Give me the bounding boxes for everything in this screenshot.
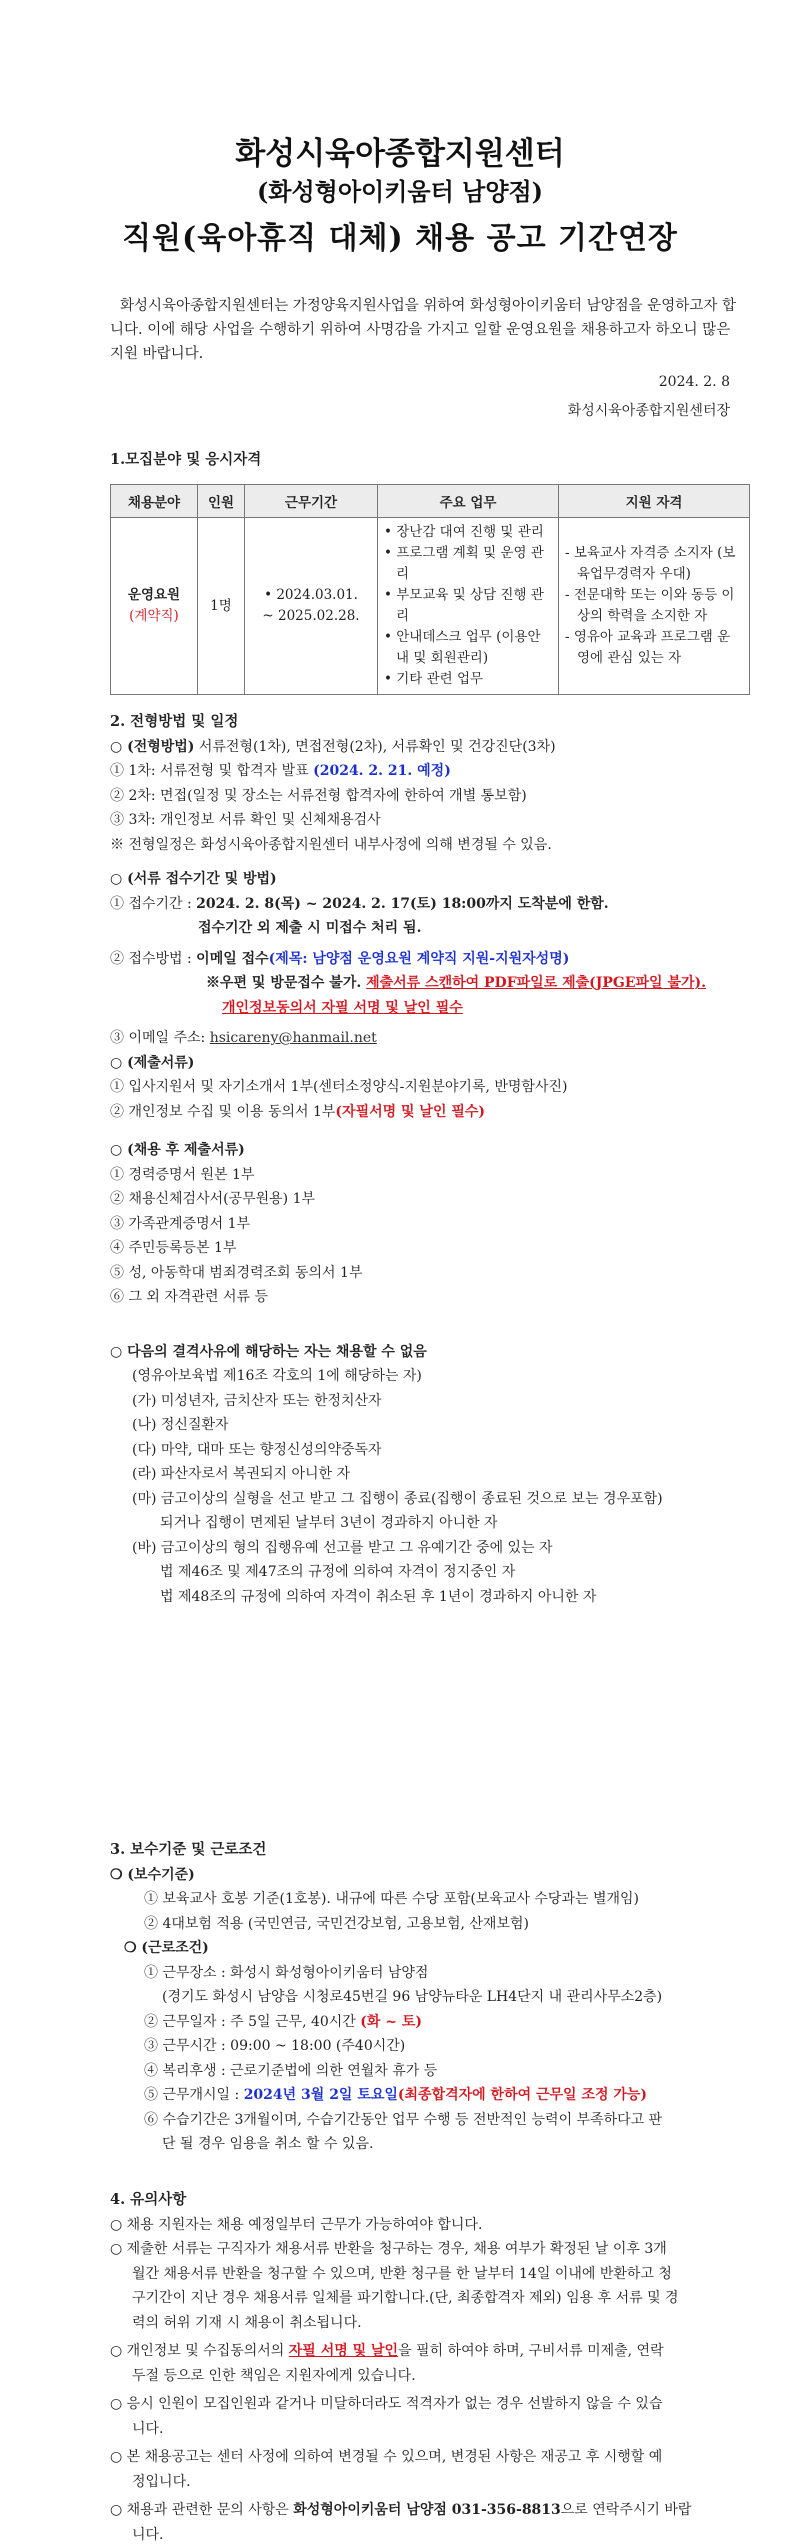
- highlight: (화 ~ 토): [360, 2014, 422, 2030]
- receipt-method: [110, 947, 750, 972]
- list-item: - 영유아 교육과 프로그램 운영에 관심 있는 자: [565, 627, 743, 669]
- section-3: [110, 1838, 750, 2157]
- receipt-period: [110, 892, 750, 917]
- note-6: [110, 2498, 750, 2523]
- list-item: • 프로그램 계획 및 운영 관리: [384, 543, 552, 585]
- start-date: [110, 2083, 750, 2108]
- receipt-warning: [110, 971, 750, 996]
- selection-method: [110, 735, 750, 760]
- step-2: ② 2차: 면접(일정 및 장소는 서류전형 합격자에 한하여 개별 통보함): [110, 784, 750, 809]
- list-item: ① 경력증명서 원본 1부: [110, 1163, 750, 1188]
- qualifications-cell: [559, 518, 750, 695]
- table-row: [111, 518, 750, 695]
- text: ○ 채용과 관련한 문의 사항은: [110, 2502, 293, 2518]
- list-item-law: 법 제46조 및 제47조의 규정에 의하여 자격이 정지중인 자: [110, 1560, 750, 1585]
- text: ⑤ 근무개시일 :: [144, 2087, 244, 2103]
- text: 이메일 접수: [196, 951, 269, 967]
- list-item: ⑤ 성, 아동학대 범죄경력조회 동의서 1부: [110, 1261, 750, 1286]
- list-item: • 장난감 대여 진행 및 관리: [384, 522, 552, 543]
- duties-cell: [378, 518, 559, 695]
- receipt-period-note: 접수기간 외 제출 시 미접수 처리 됨.: [110, 916, 750, 941]
- field-cell: [111, 518, 198, 695]
- text: ※우편 및 방문접수 불가.: [206, 975, 366, 991]
- note-4: ○ 응시 인원이 모집인원과 같거나 미달하더라도 적격자가 없는 경우 선발하지 않을 수 있습: [110, 2392, 750, 2417]
- text: 으로 연락주시기 바랍: [561, 2502, 692, 2518]
- doc-1: ① 입사지원서 및 자기소개서 1부(센터소정양식-지원분야기록, 반명함사진): [110, 1075, 750, 1100]
- list-item: (가) 미성년자, 금치산자 또는 한정치산자: [110, 1389, 750, 1414]
- list-item: ③ 가족관계증명서 1부: [110, 1212, 750, 1237]
- text: ② 개인정보 수집 및 이용 동의서 1부: [110, 1104, 335, 1120]
- work-days: [110, 2010, 750, 2035]
- list-item-law: 법 제48조의 규정에 의하여 자격이 취소된 후 1년이 경과하지 아니한 자: [110, 1585, 750, 1610]
- highlight: (최종합격자에 한하여 근무일 조정 가능): [398, 2087, 647, 2103]
- recruitment-table: [110, 484, 750, 695]
- welfare: ④ 복리후생 : 근로기준법에 의한 연월차 휴가 등: [110, 2059, 750, 2084]
- text: ○ 개인정보 및 수집동의서의: [110, 2343, 289, 2359]
- field-name: 운영요원: [117, 585, 191, 606]
- section-heading: 2. 전형방법 및 일정: [110, 710, 750, 735]
- highlight: (제목: 남양점 운영요원 계약직 지원-지원자성명): [269, 951, 570, 967]
- note-2-cont: 월간 채용서류 반환을 청구할 수 있으며, 반환 청구를 한 날부터 14일 이내에 반환하고 청: [110, 2262, 750, 2287]
- section-4: [110, 2188, 750, 2547]
- list-item: ④ 주민등록등본 1부: [110, 1236, 750, 1261]
- probation: ⑥ 수습기간은 3개월이며, 수습기간동안 업무 수행 등 전반적인 능력이 부족하다고 판: [110, 2108, 750, 2133]
- conditions-heading: ❍ (근로조건): [110, 1936, 750, 1961]
- work-hours: ③ 근무시간 : 09:00 ~ 18:00 (주40시간): [110, 2034, 750, 2059]
- list-item: (바) 금고이상의 형의 집행유예 선고를 받고 그 유예기간 중에 있는 자: [110, 1536, 750, 1561]
- col-header: 주요 업무: [378, 485, 559, 518]
- pay-2: ② 4대보험 적용 (국민연금, 국민건강보험, 고용보험, 산재보험): [110, 1912, 750, 1937]
- note-5: ○ 본 채용공고는 센터 사정에 의하여 변경될 수 있으며, 변경된 사항은 재공고 후 시행할 예: [110, 2445, 750, 2470]
- doc-2: [110, 1100, 750, 1125]
- highlight: (자필서명 및 날인 필수): [335, 1104, 485, 1120]
- step-3: ③ 3차: 개인정보 서류 확인 및 신체채용검사: [110, 808, 750, 833]
- list-item: • 기타 관련 업무: [384, 669, 552, 690]
- note-1: ○ 채용 지원자는 채용 예정일부터 근무가 가능하여야 합니다.: [110, 2213, 750, 2238]
- text: 2024. 2. 8(목) ~ 2024. 2. 17(토) 18:00까지 도착분에 한함.: [196, 896, 608, 912]
- schedule-note: ※ 전형일정은 화성시육아종합지원센터 내부사정에 의해 변경될 수 있음.: [110, 833, 750, 858]
- count-cell: 1명: [198, 518, 245, 695]
- issuer: 화성시육아종합지원센터장: [568, 400, 730, 420]
- disqualification-intro: (영유아보육법 제16조 각호의 1에 해당하는 자): [110, 1364, 750, 1389]
- label: ③ 이메일 주소:: [110, 1030, 210, 1046]
- note-2-cont: 력의 허위 기재 시 채용이 취소됩니다.: [110, 2311, 750, 2336]
- label: ② 접수방법 :: [110, 951, 196, 967]
- field-note: (계약직): [117, 606, 191, 627]
- step-1: [110, 759, 750, 784]
- list-item: - 보육교사 자격증 소지자 (보육업무경력자 우대): [565, 543, 743, 585]
- notice-date: 2024. 2. 8: [659, 374, 730, 390]
- section-heading: 1.모집분야 및 응시자격: [110, 448, 750, 473]
- list-item: • 안내데스크 업무 (이용안내 및 회원관리): [384, 627, 552, 669]
- email-link[interactable]: hsicareny@hanmail.net: [210, 1030, 377, 1046]
- period-cell: [245, 518, 378, 695]
- receipt-heading: ○ (서류 접수기간 및 방법): [110, 867, 750, 892]
- probation-continued: 단 될 경우 임용을 취소 할 수 있음.: [110, 2132, 750, 2157]
- col-header: 지원 자격: [559, 485, 750, 518]
- period-start: • 2024.03.01.: [251, 585, 371, 606]
- col-header: 인원: [198, 485, 245, 518]
- notice-title: 직원(육아휴직 대체) 채용 공고 기간연장: [0, 213, 800, 257]
- work-address: (경기도 화성시 남양읍 시청로45번길 96 남양뉴타운 LH4단지 내 관리사무소2층): [110, 1985, 750, 2010]
- list-item: (마) 금고이상의 실형을 선고 받고 그 집행이 종료(집행이 종료된 것으로 보는 경우포함): [110, 1487, 750, 1512]
- work-place: ① 근무장소 : 화성시 화성형아이키움터 남양점: [110, 1961, 750, 1986]
- note-2: ○ 제출한 서류는 구직자가 채용서류 반환을 청구하는 경우, 채용 여부가 확정된 날 이후 3개: [110, 2237, 750, 2262]
- note-3-cont: 두절 등으로 인한 책임은 지원자에게 있습니다.: [110, 2364, 750, 2389]
- highlight: (2024. 2. 21. 예정): [313, 763, 451, 779]
- highlight: 개인정보동의서 자필 서명 및 날인 필수: [222, 1000, 463, 1016]
- section-heading: 4. 유의사항: [110, 2188, 750, 2213]
- col-header: 근무기간: [245, 485, 378, 518]
- period-end: ~ 2025.02.28.: [251, 606, 371, 627]
- list-item: ⑥ 그 외 자격관련 서류 등: [110, 1285, 750, 1310]
- intro-paragraph: 화성시육아종합지원센터는 가정양육지원사업을 위하여 화성형아이키움터 남양점을 운영하고자 합니다. 이에 해당 사업을 수행하기 위하여 사명감을 가지고 일할 운영요원을 채용하고자 하오니 많은 지원 바랍니다.: [110, 294, 740, 366]
- list-item: • 부모교육 및 상담 진행 관리: [384, 585, 552, 627]
- text: 서류전형(1차), 면접전형(2차), 서류확인 및 건강진단(3차): [194, 739, 555, 755]
- note-6-cont: 니다.: [110, 2523, 750, 2547]
- center-title: 화성시육아종합지원센터: [0, 128, 800, 173]
- receipt-warning-2: [110, 996, 750, 1021]
- note-4-cont: 니다.: [110, 2417, 750, 2442]
- pay-1: ① 보육교사 호봉 기준(1호봉). 내규에 따른 수당 포함(보육교사 수당과는 별개임): [110, 1887, 750, 1912]
- label: ① 접수기간 :: [110, 896, 196, 912]
- note-2-cont: 구기간이 지난 경우 채용서류 일체를 파기합니다.(단, 최종합격자 제외) 임용 후 서류 및 경: [110, 2286, 750, 2311]
- email-line: [110, 1026, 750, 1051]
- label: ○ (전형방법): [110, 739, 194, 755]
- pay-heading: ❍ (보수기준): [110, 1863, 750, 1888]
- table-header-row: [111, 485, 750, 518]
- section-heading: 3. 보수기준 및 근로조건: [110, 1838, 750, 1863]
- text: ② 근무일자 : 주 5일 근무, 40시간: [144, 2014, 360, 2030]
- text: 을 필히 하여야 하며, 구비서류 미제출, 연락: [398, 2343, 664, 2359]
- after-docs-heading: ○ (채용 후 제출서류): [110, 1138, 750, 1163]
- disqualification-heading: ○ 다음의 결격사유에 해당하는 자는 채용할 수 없음: [110, 1340, 750, 1365]
- list-item: (나) 정신질환자: [110, 1413, 750, 1438]
- note-5-cont: 정입니다.: [110, 2470, 750, 2495]
- section-1: [110, 448, 750, 473]
- list-item: ② 채용신체검사서(공무원용) 1부: [110, 1187, 750, 1212]
- highlight: 자필 서명 및 날인: [289, 2343, 398, 2359]
- docs-heading: ○ (제출서류): [110, 1051, 750, 1076]
- section-2: [110, 710, 750, 1609]
- contact: 화성형아이키움터 남양점 031-356-8813: [293, 2502, 561, 2518]
- highlight: 2024년 3월 2일 토요일: [244, 2087, 398, 2103]
- list-item: - 전문대학 또는 이와 동등 이상의 학력을 소지한 자: [565, 585, 743, 627]
- list-item: (라) 파산자로서 복권되지 아니한 자: [110, 1462, 750, 1487]
- text: ① 1차: 서류전형 및 합격자 발표: [110, 763, 313, 779]
- highlight: 제출서류 스캔하여 PDF파일로 제출(JPGE파일 불가).: [366, 975, 706, 991]
- col-header: 채용분야: [111, 485, 198, 518]
- note-3: [110, 2339, 750, 2364]
- branch-title: (화성형아이키움터 남양점): [0, 172, 800, 207]
- list-item: (다) 마약, 대마 또는 향정신성의약중독자: [110, 1438, 750, 1463]
- list-item-continued: 되거나 집행이 면제된 날부터 3년이 경과하지 아니한 자: [110, 1511, 750, 1536]
